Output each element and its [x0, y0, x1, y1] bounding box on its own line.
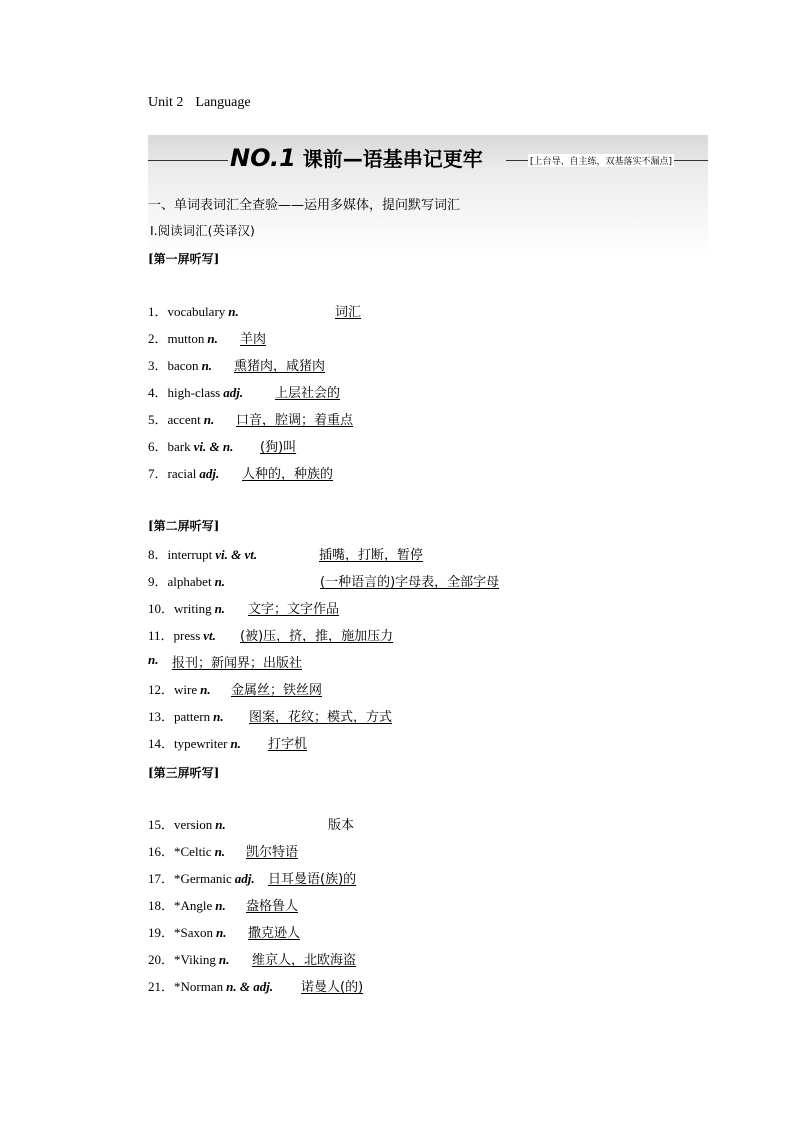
banner-number: NO.1	[230, 144, 296, 172]
entry-pos: n.	[203, 412, 215, 427]
vocab-entry	[148, 409, 354, 428]
entry-word: *Viking	[174, 952, 216, 967]
banner-rule-left	[148, 160, 228, 161]
entry-word: vocabulary	[167, 304, 226, 319]
vocab-entry	[148, 976, 364, 995]
vocab-entry-continuation	[148, 652, 303, 671]
unit-number: Unit 2	[148, 95, 184, 110]
entry-word: alphabet	[167, 574, 212, 589]
entry-pos: n.	[214, 601, 226, 616]
entry-number: 7．	[148, 466, 168, 481]
entry-word: high-class	[167, 385, 221, 400]
vocab-entry	[148, 463, 334, 482]
entry-meaning: 打字机	[268, 737, 308, 752]
banner-title	[230, 143, 483, 172]
entry-word: accent	[167, 412, 201, 427]
entry-word: writing	[174, 601, 212, 616]
entry-pos: n.	[214, 844, 226, 859]
vocab-entry	[148, 679, 323, 698]
vocab-entry	[148, 706, 393, 725]
entry-number: 21．	[148, 979, 175, 994]
vocab-entry	[148, 355, 326, 374]
unit-name: Language	[195, 95, 251, 110]
entry-pos: n. & adj.	[226, 979, 274, 994]
vocab-entry	[148, 814, 355, 833]
entry-word: *Angle	[174, 898, 213, 913]
entry-pos: vi. & n.	[193, 439, 234, 454]
entry-number: 19．	[148, 925, 175, 940]
entry-number: 14．	[148, 736, 175, 751]
entry-word: racial	[167, 466, 197, 481]
entry-number: 6．	[148, 439, 168, 454]
vocab-entry	[148, 868, 357, 887]
entry-meaning: 日耳曼语(族)的	[268, 872, 357, 887]
entry-pos: n.	[218, 952, 230, 967]
entry-meaning: 维京人，北欧海盗	[252, 953, 357, 968]
entry-pos: n.	[207, 331, 218, 346]
banner-tagline: [上台导、自主练，双基落实不漏点]	[528, 154, 674, 167]
vocab-entry	[148, 733, 308, 752]
entry-word: press	[173, 628, 201, 643]
vocab-entry	[148, 436, 297, 455]
entry-meaning: 诺曼人(的)	[301, 980, 364, 995]
entry-meaning: 口音，腔调；着重点	[236, 413, 354, 428]
entry-meaning: 词汇	[335, 305, 362, 320]
entry-word: interrupt	[167, 547, 213, 562]
unit-title	[148, 95, 251, 111]
entry-word: bark	[167, 439, 191, 454]
banner-heading: 课前—语基串记更牢	[302, 147, 483, 171]
entry-word: version	[174, 817, 213, 832]
entry-meaning: 金属丝；铁丝网	[231, 683, 323, 698]
entry-number: 9．	[148, 574, 168, 589]
entry-pos: n.	[213, 709, 224, 724]
entry-number: 2．	[148, 331, 168, 346]
entry-word: pattern	[174, 709, 211, 724]
vocab-entry	[148, 598, 340, 617]
entry-number: 11．	[148, 628, 174, 643]
entry-number: 5．	[148, 412, 168, 427]
entry-pos: n.	[200, 682, 211, 697]
entry-number: 13．	[148, 709, 175, 724]
entry-pos: n.	[216, 925, 227, 940]
entry-meaning: 插嘴，打断，暂停	[319, 548, 424, 563]
entry-number: 20．	[148, 952, 175, 967]
entry-word: *Saxon	[174, 925, 214, 940]
vocab-entry	[148, 544, 424, 563]
entry-meaning: 人种的，种族的	[242, 467, 334, 482]
entry-pos: adj.	[234, 871, 255, 886]
vocab-entry	[148, 625, 394, 644]
entry-word: bacon	[167, 358, 199, 373]
entry-number: 3．	[148, 358, 168, 373]
entry-number: 8．	[148, 547, 168, 562]
entry-pos: vt.	[203, 628, 216, 643]
entry-pos: n.	[230, 736, 241, 751]
entry-word: *Norman	[174, 979, 224, 994]
entry-meaning: 版本	[328, 818, 355, 833]
vocab-entry	[148, 841, 299, 860]
entry-number: 16．	[148, 844, 175, 859]
entry-number: 12．	[148, 682, 175, 697]
entry-meaning: 盎格鲁人	[246, 899, 299, 914]
vocab-entry	[148, 949, 357, 968]
entry-meaning: (狗)叫	[260, 440, 297, 455]
entry-word: *Germanic	[174, 871, 232, 886]
entry-number: 17．	[148, 871, 175, 886]
entry-meaning: 羊肉	[240, 332, 267, 347]
entry-meaning: 上层社会的	[275, 386, 341, 401]
entry-meaning: 报刊；新闻界；出版社	[172, 656, 303, 671]
vocab-entry	[148, 571, 500, 590]
vocab-entry	[148, 328, 267, 347]
entry-meaning: 凯尔特语	[246, 845, 299, 860]
sub-heading: Ⅰ.阅读词汇(英译汉)	[150, 223, 255, 238]
entry-number: 1．	[148, 304, 168, 319]
entry-pos: n.	[228, 304, 239, 319]
entry-meaning: 撒克逊人	[248, 926, 301, 941]
entry-number: 15．	[148, 817, 175, 832]
entry-pos: n.	[214, 574, 226, 589]
vocab-entry	[148, 922, 301, 941]
vocab-entry	[148, 895, 299, 914]
group-label-1: [第一屏听写]	[148, 252, 220, 266]
entry-pos: vi. & vt.	[215, 547, 258, 562]
entry-pos: n.	[148, 652, 159, 667]
entry-pos: n.	[201, 358, 213, 373]
entry-word: wire	[174, 682, 198, 697]
entry-meaning: (被)压，挤，推，施加压力	[240, 629, 394, 644]
section-heading: 一、单词表词汇全查验——运用多媒体，提问默写词汇	[148, 198, 461, 213]
entry-pos: adj.	[223, 385, 244, 400]
entry-number: 4．	[148, 385, 168, 400]
vocab-entry	[148, 382, 341, 401]
entry-word: mutton	[167, 331, 205, 346]
entry-word: *Celtic	[174, 844, 212, 859]
vocab-entry	[148, 301, 362, 320]
entry-pos: n.	[215, 817, 226, 832]
entry-meaning: 熏猪肉，咸猪肉	[234, 359, 326, 374]
entry-meaning: 文字；文字作品	[248, 602, 340, 617]
entry-word: typewriter	[174, 736, 228, 751]
group-label-2: [第二屏听写]	[148, 519, 220, 533]
entry-number: 10．	[148, 601, 175, 616]
entry-pos: n.	[215, 898, 226, 913]
group-label-3: [第三屏听写]	[148, 766, 220, 780]
entry-meaning: 图案，花纹；模式，方式	[249, 710, 393, 725]
entry-pos: adj.	[199, 466, 220, 481]
entry-meaning: (一种语言的)字母表，全部字母	[320, 575, 500, 590]
entry-number: 18．	[148, 898, 175, 913]
